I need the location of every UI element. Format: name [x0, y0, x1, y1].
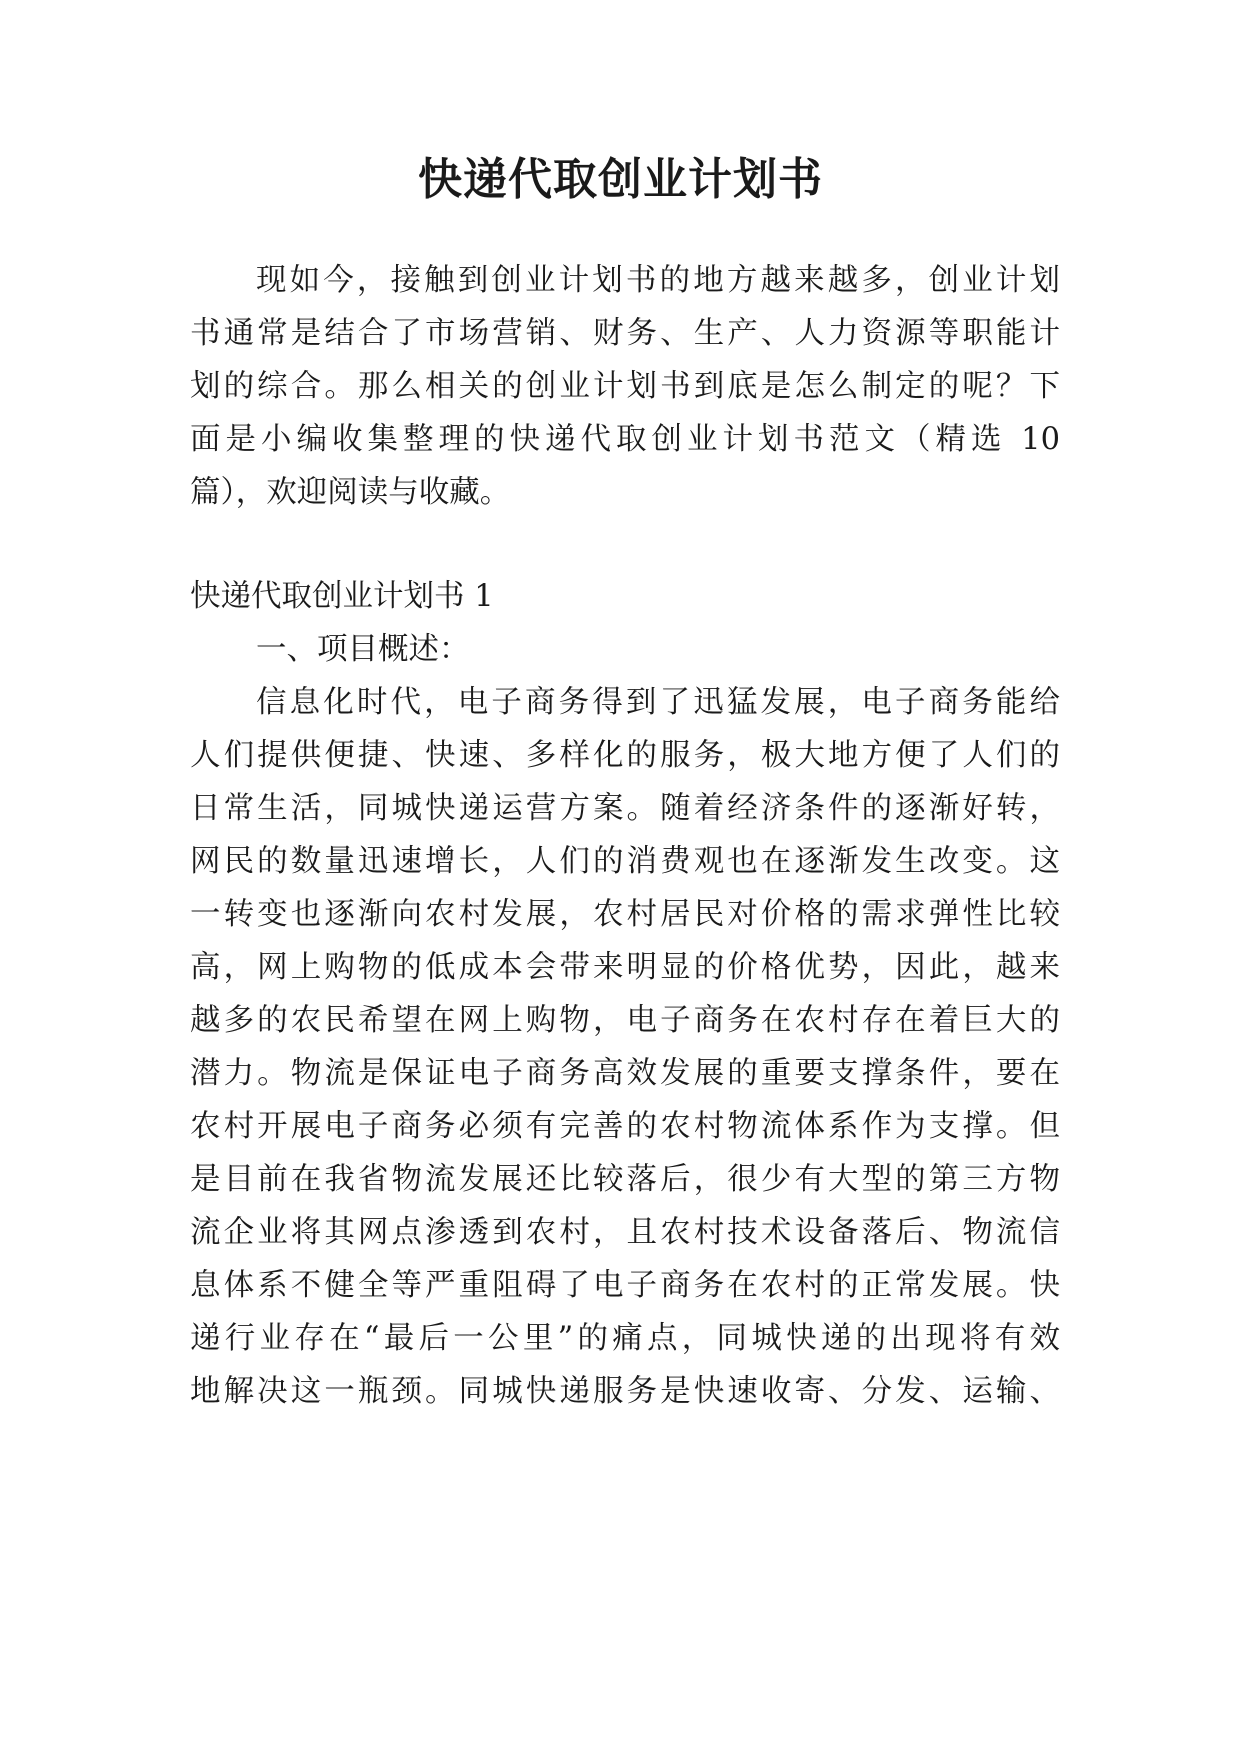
body-line: 一转变也逐渐向农村发展，农村居民对价格的需求弹性比较: [190, 897, 1060, 932]
subsection-heading: 一、项目概述：: [256, 632, 470, 667]
intro-line: 篇），欢迎阅读与收藏。: [190, 475, 511, 510]
body-line: 日常生活，同城快递运营方案。随着经济条件的逐渐好转，: [190, 791, 1060, 826]
body-line: 潜力。物流是保证电子商务高效发展的重要支撑条件，要在: [190, 1056, 1060, 1091]
body-line: 高，网上购物的低成本会带来明显的价格优势，因此，越来: [190, 950, 1060, 985]
body-line: 农村开展电子商务必须有完善的农村物流体系作为支撑。但: [190, 1109, 1060, 1144]
section-heading: 快递代取创业计划书 1: [190, 579, 494, 614]
intro-line: 现如今，接触到创业计划书的地方越来越多，创业计划: [256, 263, 1060, 298]
body-line: 信息化时代，电子商务得到了迅猛发展，电子商务能给: [256, 685, 1060, 720]
body-line: 是目前在我省物流发展还比较落后，很少有大型的第三方物: [190, 1162, 1060, 1197]
body-line: 息体系不健全等严重阻碍了电子商务在农村的正常发展。快: [190, 1268, 1060, 1303]
intro-line: 面是小编收集整理的快递代取创业计划书范文（精选 10: [190, 422, 1060, 457]
body-line: 递行业存在“最后一公里”的痛点，同城快递的出现将有效: [190, 1321, 1060, 1356]
intro-line: 书通常是结合了市场营销、财务、生产、人力资源等职能计: [190, 316, 1060, 351]
body-line: 人们提供便捷、快速、多样化的服务，极大地方便了人们的: [190, 738, 1060, 773]
body-line: 地解决这一瓶颈。同城快递服务是快速收寄、分发、运输、: [190, 1374, 1060, 1409]
intro-line: 划的综合。那么相关的创业计划书到底是怎么制定的呢？下: [190, 369, 1060, 404]
body-line: 网民的数量迅速增长，人们的消费观也在逐渐发生改变。这: [190, 844, 1060, 879]
body-line: 越多的农民希望在网上购物，电子商务在农村存在着巨大的: [190, 1003, 1060, 1038]
document-title: 快递代取创业计划书: [418, 154, 823, 205]
body-line: 流企业将其网点渗透到农村，且农村技术设备落后、物流信: [190, 1215, 1060, 1250]
